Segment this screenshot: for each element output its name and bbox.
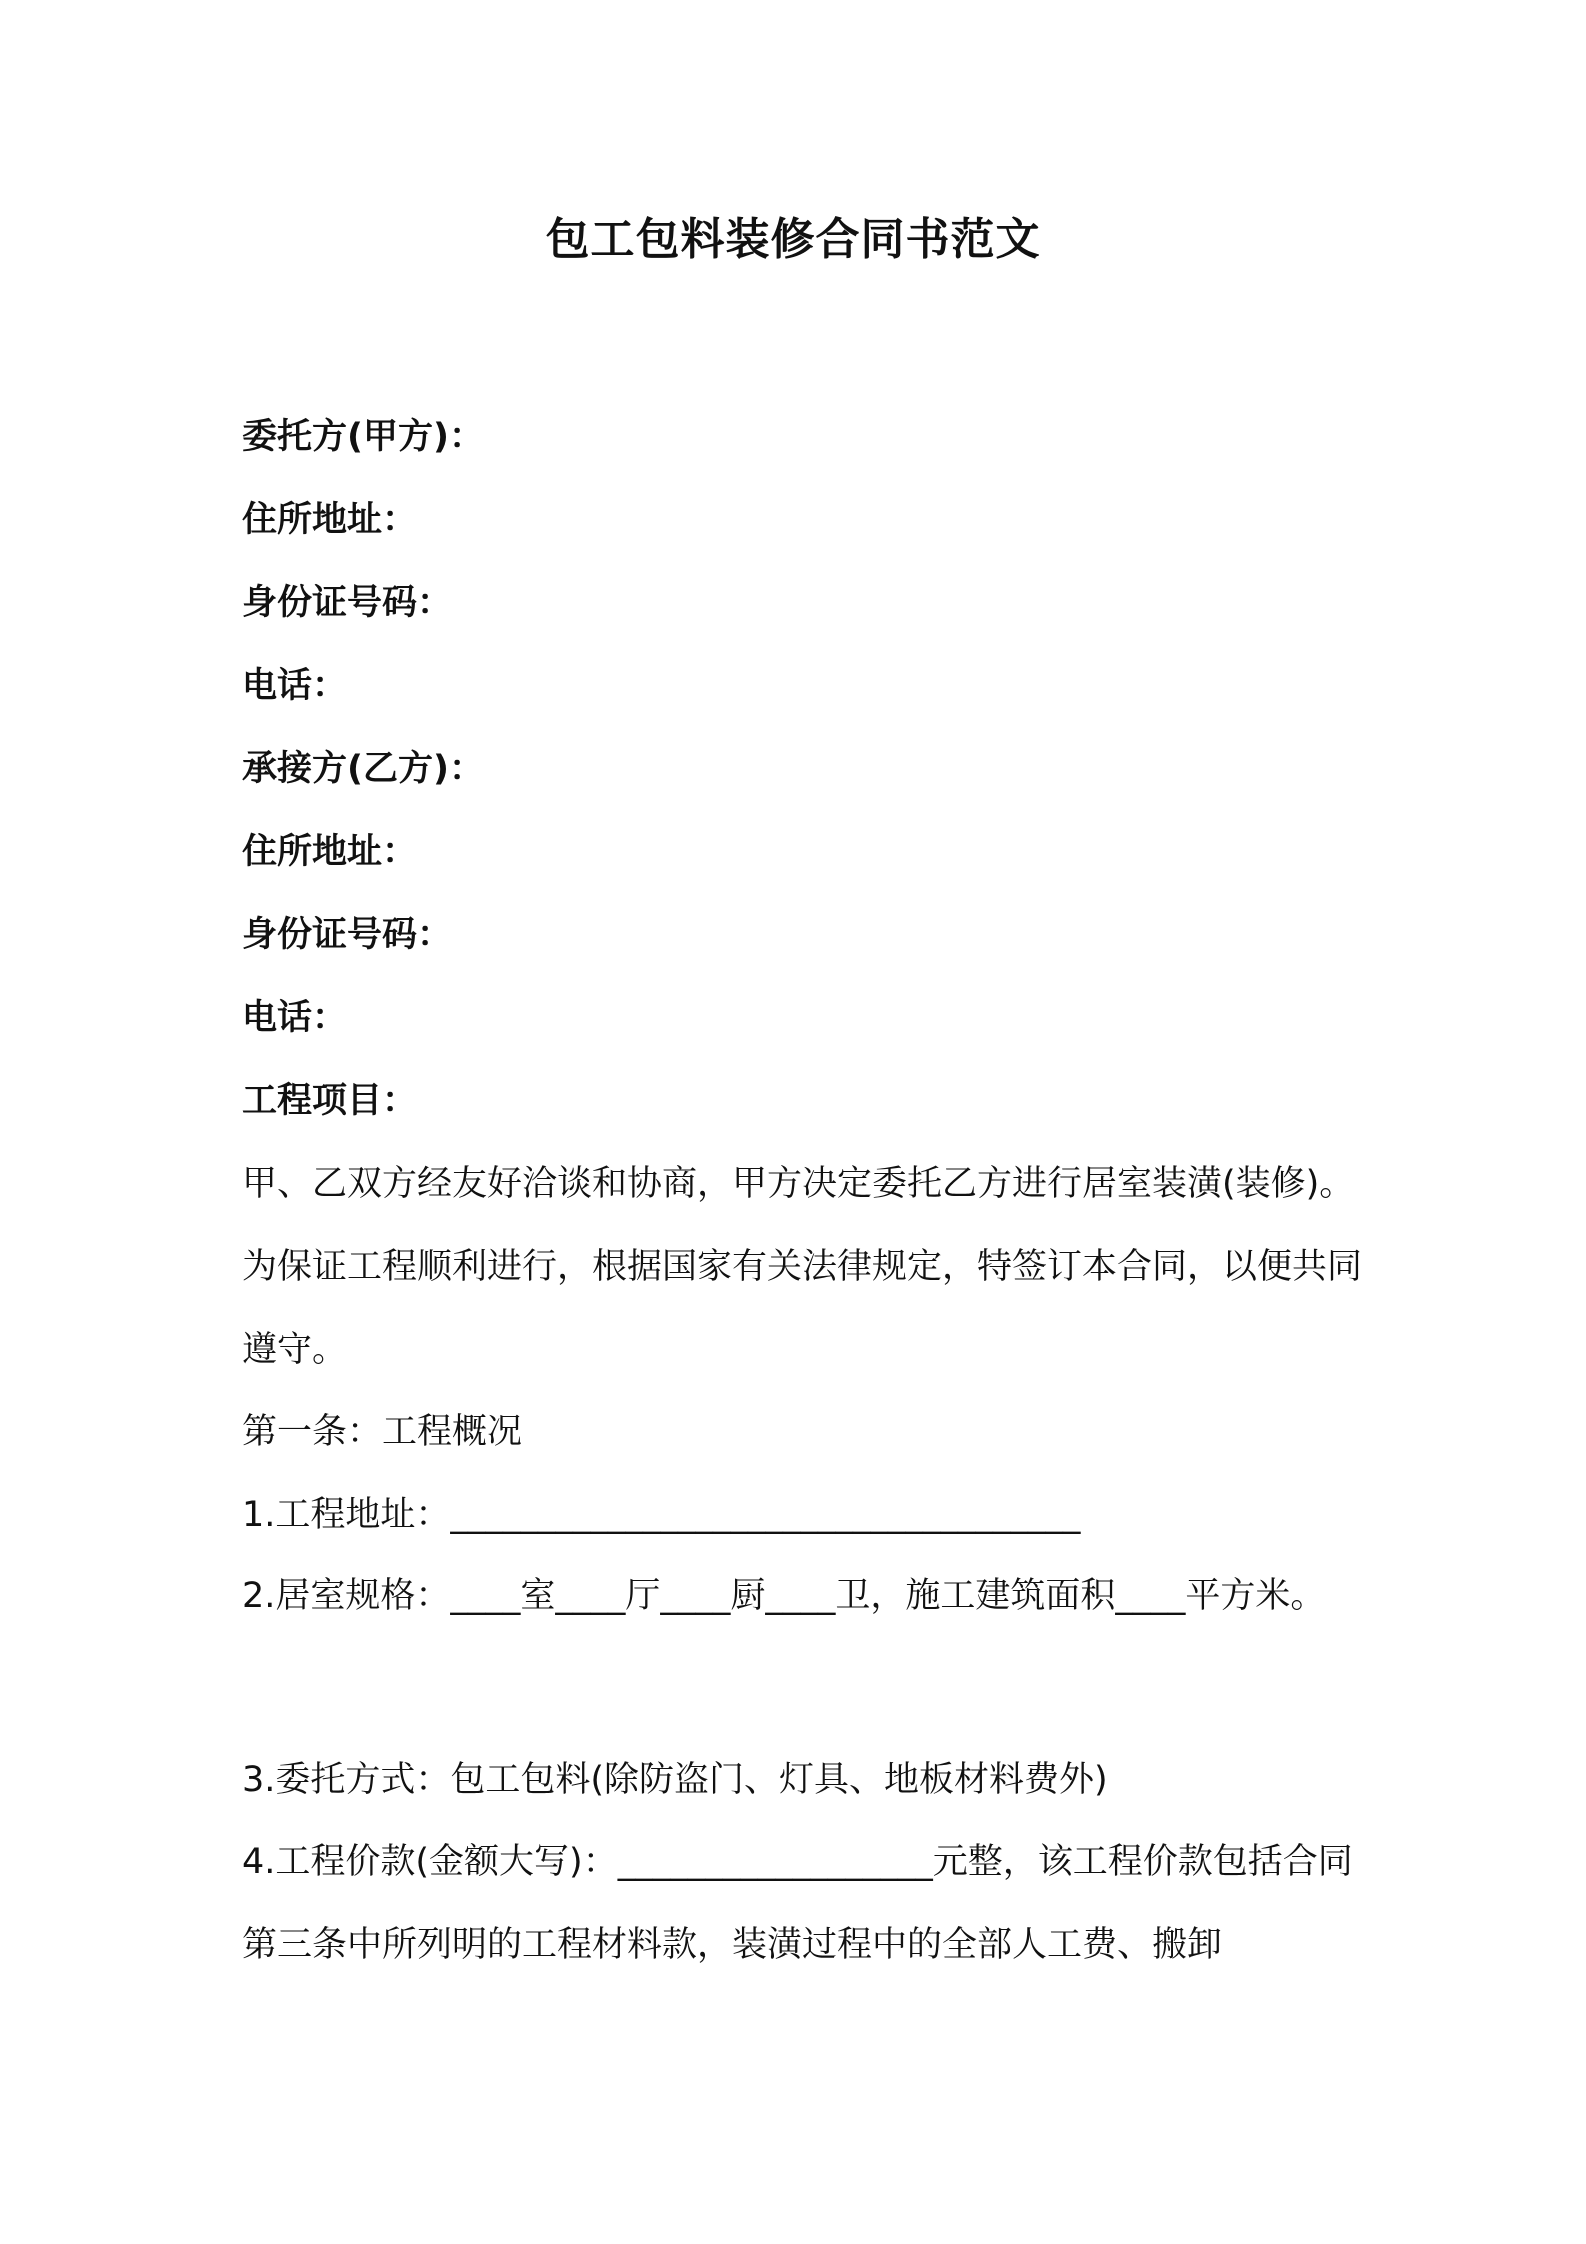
item3-commission-method: 3.委托方式：包工包料(除防盗门、灯具、地板材料费外) <box>242 1760 1108 1800</box>
project-label: 工程项目： <box>242 1081 418 1121</box>
party-a-phone-label: 电话： <box>242 666 348 706</box>
item2-room-spec: 2.居室规格：____室____厅____厨____卫，施工建筑面积____平方米。 <box>242 1576 1326 1616</box>
document-title: 包工包料装修合同书范文 <box>545 214 1041 265</box>
party-b-phone-label: 电话： <box>242 998 348 1038</box>
intro-paragraph: 甲、乙双方经友好洽谈和协商，甲方决定委托乙方进行居室装潢(装修)。为保证工程顺利进行，根据国家有关法律规定，特签订本合同，以便共同遵守。 <box>242 1164 1363 1370</box>
item4-project-price: 4.工程价款(金额大写)：__________________元整，该工程价款包括合同第三条中所列明的工程材料款，装潢过程中的全部人工费、搬卸 <box>242 1842 1353 1965</box>
party-b-id-label: 身份证号码： <box>242 915 453 955</box>
article1-heading: 第一条：工程概况 <box>242 1412 523 1452</box>
item1-project-address: 1.工程地址：____________________________________ <box>242 1495 1081 1535</box>
party-a-id-label: 身份证号码： <box>242 583 453 623</box>
party-b-address-label: 住所地址： <box>242 832 418 872</box>
party-b-name-label: 承接方(乙方)： <box>242 749 484 789</box>
party-a-address-label: 住所地址： <box>242 500 418 540</box>
party-a-name-label: 委托方(甲方)： <box>242 417 484 457</box>
